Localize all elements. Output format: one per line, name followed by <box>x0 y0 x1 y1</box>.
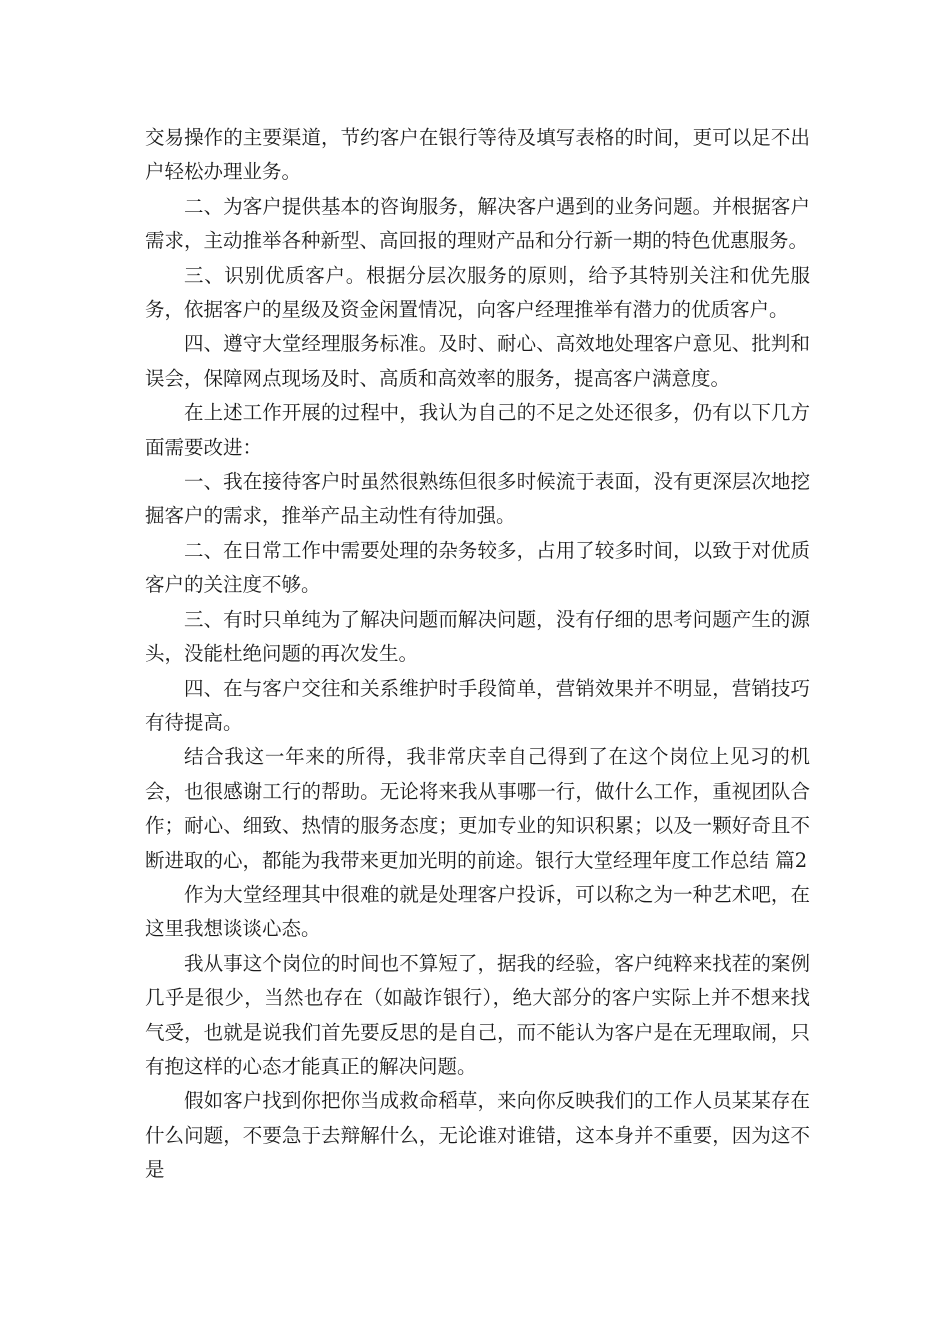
paragraph-improve-4: 四、在与客户交往和关系维护时手段简单，营销效果并不明显，营销技巧有待提高。 <box>145 676 810 734</box>
paragraph-shortcomings-intro: 在上述工作开展的过程中，我认为自己的不足之处还很多，仍有以下几方面需要改进： <box>145 401 810 459</box>
paragraph-improve-3: 三、有时只单纯为了解决问题而解决问题，没有仔细的思考问题产生的源头，没能杜绝问题的再次发生。 <box>145 607 810 666</box>
paragraph-duty-4: 四、遵守大堂经理服务标准。及时、耐心、高效地处理客户意见、批判和误会，保障网点现场及时、高质和高效率的服务，提高客户满意度。 <box>145 332 810 390</box>
paragraph-customer-report: 假如客户找到你把你当成救命稻草，来向你反映我们的工作人员某某存在什么问题，不要急于去辩解什么，无论谁对谁错，这本身并不重要，因为这不是 <box>145 1089 810 1182</box>
paragraph-complaints: 作为大堂经理其中很难的就是处理客户投诉，可以称之为一种艺术吧，在这里我想谈谈心态。 <box>145 882 810 941</box>
paragraph-duty-2: 二、为客户提供基本的咨询服务，解决客户遇到的业务问题。并根据客户需求，主动推举各种新型、高回报的理财产品和分行新一期的特色优惠服务。 <box>145 194 810 253</box>
document-body <box>145 121 810 1188</box>
paragraph-experience: 我从事这个岗位的时间也不算短了，据我的经验，客户纯粹来找茬的案例几乎是很少，当然也存在（如敲诈银行），绝大部分的客户实际上并不想来找气受，也就是说我们首先要反思的是自己，而不能认为客户是在无理取闹，只有抱这样的心态才能真正的解决问题。 <box>145 951 810 1078</box>
paragraph-conclusion: 结合我这一年来的所得，我非常庆幸自己得到了在这个岗位上见习的机会，也很感谢工行的帮助。无论将来我从事哪一行，做什么工作，重视团队合作；耐心、细致、热情的服务态度；更加专业的知识积累；以及一颗好奇且不断进取的心，都能为我带来更加光明的前途。银行大堂经理年度工作总结 篇2 <box>145 745 810 872</box>
paragraph-improve-1: 一、我在接待客户时虽然很熟练但很多时候流于表面，没有更深层次地挖掘客户的需求，推举产品主动性有待加强。 <box>145 470 810 528</box>
paragraph-improve-2: 二、在日常工作中需要处理的杂务较多，占用了较多时间，以致于对优质客户的关注度不够。 <box>145 538 810 597</box>
paragraph-duty-3: 三、识别优质客户。根据分层次服务的原则，给予其特别关注和优先服务，依据客户的星级及资金闲置情况，向客户经理推举有潜力的优质客户。 <box>145 263 810 322</box>
paragraph-continuation: 交易操作的主要渠道，节约客户在银行等待及填写表格的时间，更可以足不出户轻松办理业务。 <box>145 126 810 184</box>
